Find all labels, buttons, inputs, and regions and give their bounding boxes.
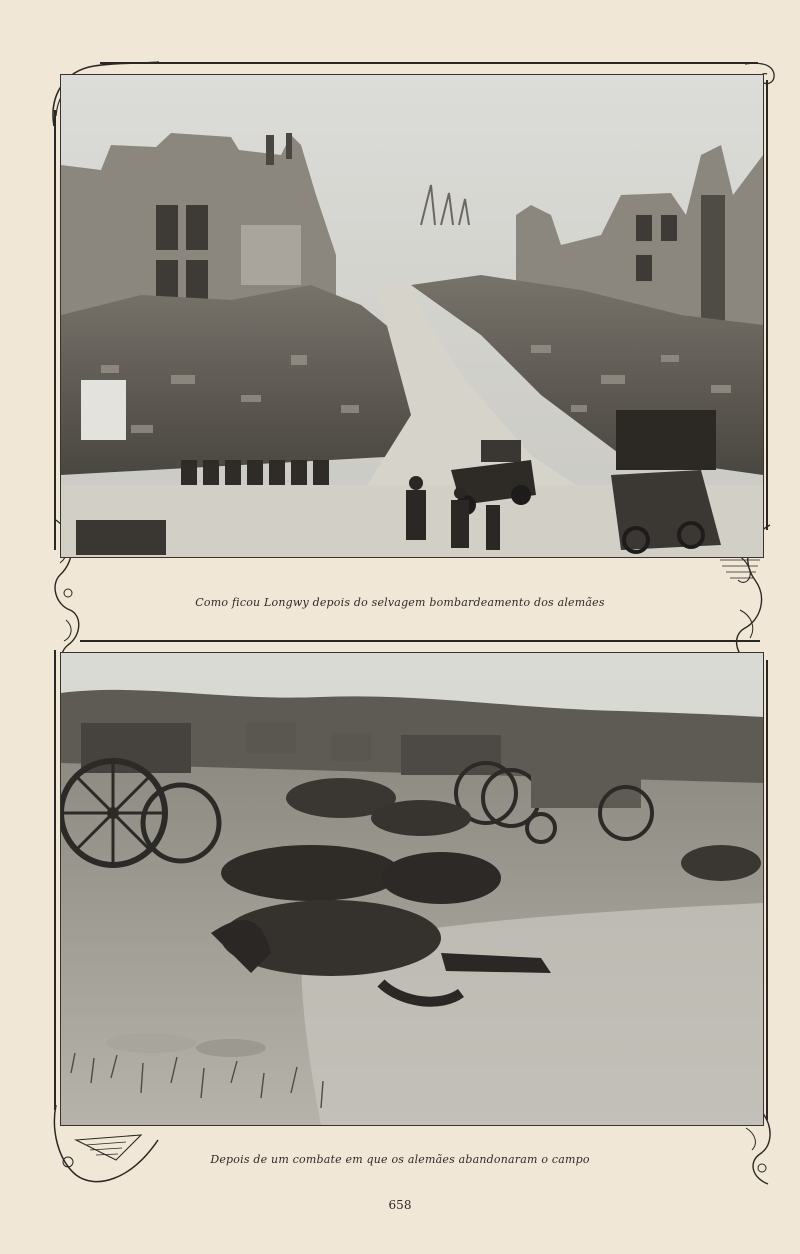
photo-battlefield	[60, 652, 764, 1126]
figure-caption-bottom: Depois de um combate em que os alemães abandonaram o campo	[210, 1153, 590, 1166]
photo-ruined-town	[60, 74, 764, 558]
frame-left-line-top	[54, 110, 56, 550]
frame-mid-line	[80, 640, 760, 642]
frame-top-line	[100, 62, 758, 64]
frame-right-line-bottom	[766, 660, 768, 1120]
figure-caption-top: Como ficou Longwy depois do selvagem bombardeamento dos alemães	[195, 596, 605, 609]
page-number: 658	[388, 1198, 412, 1212]
frame-right-line-top	[766, 80, 768, 530]
frame-left-line-bottom	[54, 650, 56, 1110]
